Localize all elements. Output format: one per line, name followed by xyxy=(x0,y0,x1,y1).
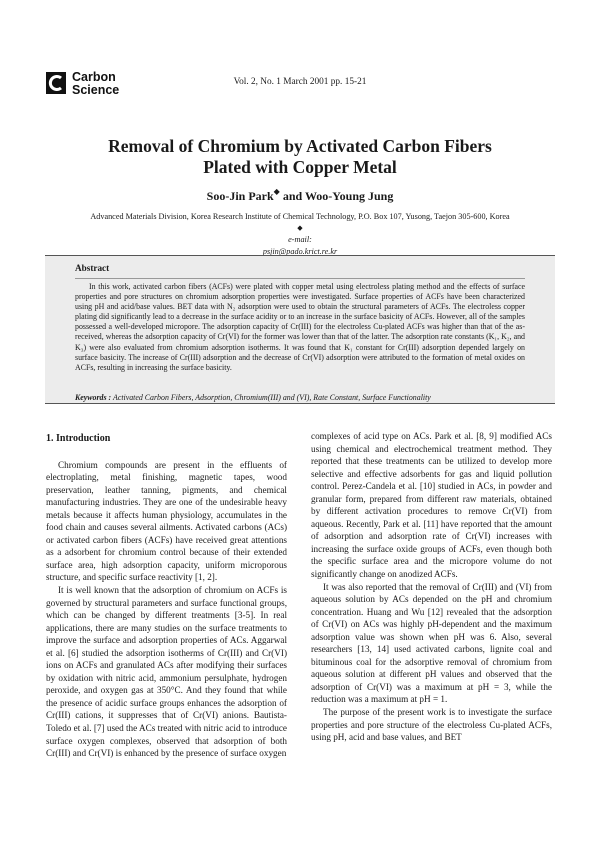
section-heading-introduction: 1. Introduction xyxy=(46,433,111,444)
abstract-bottom-rule xyxy=(45,403,555,404)
email-label: e-mail: xyxy=(288,235,312,244)
abstract-top-rule xyxy=(45,255,555,256)
keywords-list: Activated Carbon Fibers, Adsorption, Chromium(III) and (VI), Rate Constant, Surface Functionality xyxy=(111,393,431,402)
abstract-divider xyxy=(75,278,525,279)
abstract-box xyxy=(45,255,555,404)
body-paragraph: complexes of acid type on ACs. Park et al. [8, 9] modified ACs using chemical and electrochemical treatment method. They reported that these treatments can be utilized to develop more selective and effective adsorbents for gas and liquid pollution control. Perez-Candela et al. [10] studied in ACs, in powder and granular form, prepared from different raw materials, obtained by different activation procedures to remove Cr(VI) from aqueous. Recently, Park et al. [11] have reported that the amount of adsorption and adsorption rate of Cr(VI) increases with increasing the surface oxide groups of ACFs, even though both the specific surface area and the micropore volume do not significantly change on anodized ACFs. xyxy=(311,431,552,580)
title-line-1: Removal of Chromium by Activated Carbon Fibers xyxy=(108,136,492,156)
abstract-heading: Abstract xyxy=(75,263,110,273)
paper-title xyxy=(60,136,540,178)
author-list xyxy=(0,186,600,204)
body-paragraph: The purpose of the present work is to investigate the surface properties and pore structure of the electroless Cu-plated ACFs, using pH, acid and base values, and BET xyxy=(311,707,552,743)
body-paragraph: It is well known that the adsorption of chromium on ACFs is governed by structural parameters and surface functional groups, which can be changed by different treatments [3-5]. In real applications, there are many studies on the surface treatments to improve the surface and adsorption properties of ACs. Aggarwal et al. [6] studied the adsorption isotherms of Cr(III) and Cr(VI) ions on ACFs and granulated ACs after modifying their surfaces by oxidation with nitric acid, ammonium persulphate, hydrogen peroxide, and oxygen gas at 350°C. And they found that while the presence of acidic surface groups enhances the adsorption of Cr(III) cations, it suppresses that of Cr(VI) anions. Bautista-Toledo et al. [7] used the ACs treated with nitric acid to introduce surface oxygen complexes, observed that adsorption of both Cr(III) and Cr(VI) is enhanced by the presence of surface oxygen xyxy=(46,585,287,759)
abstract-text: In this work, activated carbon fibers (ACFs) were plated with copper metal using electroless plating method and the effects of surface properties and pore structures on chromium adsorption properties were investigated. Surface properties of ACFs have been characterized using pH and acid/base values. BET data with N₂ adsorption were used to obtain the structural parameters of ACFs. The electroless copper plating did significantly lead to a decrease in the surface acidity or to an increase in the surface basicity of ACFs. However, all of the samples possessed a well-developed micropore. The adsorption capacity of Cr(III) for the electroless Cu-plated ACFs was higher than that of the as-received, whereas the adsorption capacity of Cr(VI) for the former was lower than that of the latter. The adsorption rate constants (K₁, K₂, and K₃) were also evaluated from chromium adsorption isotherms. It was found that K₁ constant for Cr(III) adsorption depended largely on surface basicity. The increase of Cr(III) adsorption and the decrease of Cr(VI) adsorption were attributed to the formation of metal oxides on ACFs, resulting in increasing the surface basicity. xyxy=(75,282,525,372)
author-separator: and xyxy=(279,189,305,203)
affiliation: Advanced Materials Division, Korea Research Institute of Chemical Technology, P.O. Box 107, Yusong, Taejon 305-600, Korea xyxy=(90,212,510,221)
corresponding-author-icon: ◆ xyxy=(273,187,280,196)
author-name: Soo-Jin Park xyxy=(206,189,274,203)
email-address: psjin@pado.krict.re.kr xyxy=(262,246,338,256)
right-column xyxy=(311,430,552,744)
body-paragraph: It was also reported that the removal of Cr(III) and (VI) from aqueous solution by ACs depended on the pH and chromium concentration. Huang and Wu [12] revealed that the adsorption of Cr(VI) on ACs was highly pH-dependent and the maximum adsorption value was shown when pH was 6. Also, several researchers [13, 14] used activated carbons, lignite coal and bituminous coal for the adsorptive removal of chromium from aqueous solution at different pH values and observed that the adsorption of Cr(VI) was a maximum at pH = 3, while the reduction was a maximum at pH = 1. xyxy=(311,581,552,705)
logo-line-science: Science xyxy=(72,83,120,97)
journal-issue-info: Vol. 2, No. 1 March 2001 pp. 15-21 xyxy=(233,77,367,87)
logo-line-carbon: Carbon xyxy=(72,70,116,84)
body-paragraph: Chromium compounds are present in the effluents of electroplating, metal finishing, magnetic tapes, wood preservation, leather tanning, pigments, and chemical manufacturing industries. They are one of the undesirable heavy metals because it affects human physiology, accumulates in the food chain and causes several ailments. Activated carbons (ACs) or activated carbon fibers (ACFs) have received great attentions as a adsorbent for chromium control because of their extended surface area, high adsorption capacity, uniform microporous structure, and specific surface reactivity [1, 2]. xyxy=(46,459,287,583)
left-column xyxy=(46,430,287,760)
keywords xyxy=(75,393,525,403)
title-line-2: Plated with Copper Metal xyxy=(203,157,397,177)
author-name: Woo-Young Jung xyxy=(304,189,394,203)
keywords-label: Keywords : xyxy=(75,393,112,402)
corresponding-author-icon: ◆ xyxy=(297,223,303,232)
email-line xyxy=(0,223,600,258)
